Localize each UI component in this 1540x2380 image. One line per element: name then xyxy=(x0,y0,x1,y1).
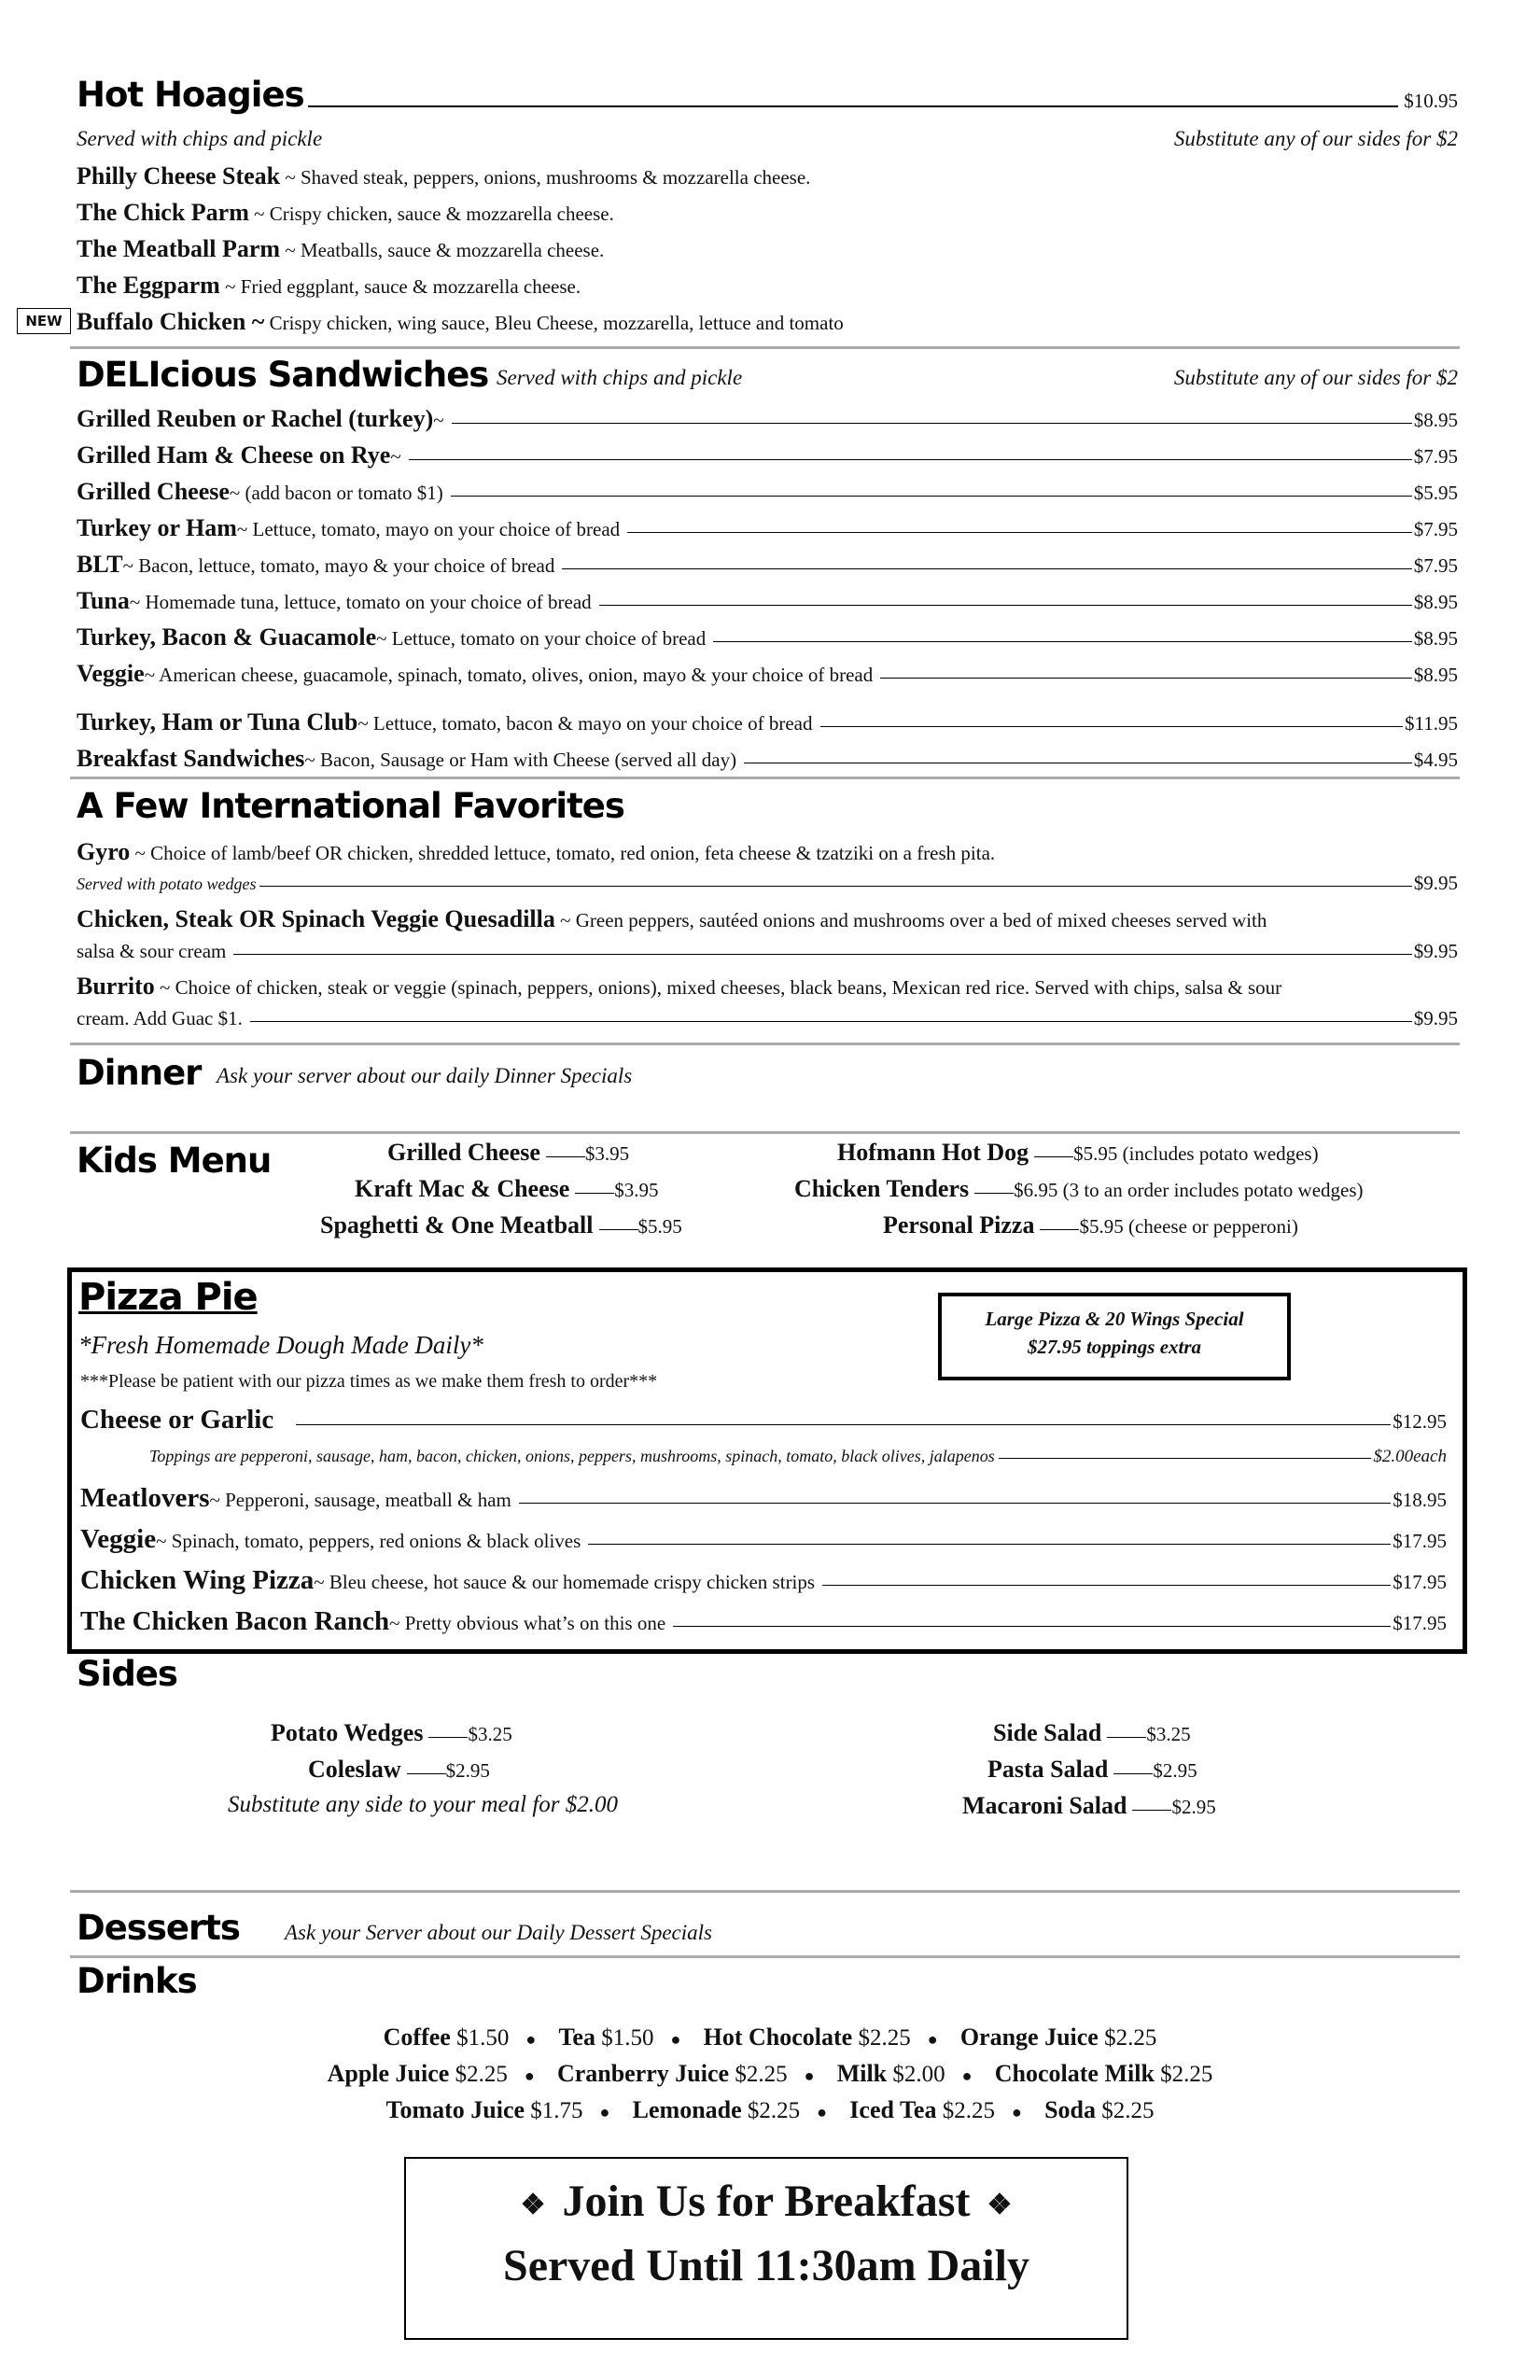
hoagie-item xyxy=(77,308,844,336)
kids-item-price: $5.95 xyxy=(637,1215,682,1238)
sandwich-desc: ~ Lettuce, tomato, bacon & mayo on your choice of bread xyxy=(357,712,813,735)
hoagies-price: $10.95 xyxy=(1404,90,1458,112)
pizza-tagline: *Fresh Homemade Dough Made Daily* xyxy=(78,1331,483,1359)
sandwich-name: Grilled Cheese xyxy=(77,478,230,505)
toppings-price: $2.00each xyxy=(1373,1447,1447,1466)
leader-line xyxy=(673,1625,1391,1627)
sandwich-desc: ~ Lettuce, tomato, mayo on your choice of bread xyxy=(236,518,621,540)
side-price: $3.25 xyxy=(468,1723,512,1745)
pizza-desc: ~ Pepperoni, sausage, meatball & ham xyxy=(209,1489,511,1511)
leader-line xyxy=(451,495,1412,497)
special-line-1: Large Pizza & 20 Wings Special xyxy=(985,1308,1244,1330)
bullet: ● xyxy=(599,2103,610,2121)
pizza-title: Pizza Pie xyxy=(78,1276,258,1319)
hoagie-name: The Chick Parm xyxy=(77,199,249,226)
hoagie-item xyxy=(77,162,810,190)
kids-item xyxy=(883,1211,1298,1239)
drink-price: $1.50 xyxy=(456,2025,510,2051)
drink-price: $2.25 xyxy=(1104,2025,1157,2051)
side-price: $2.95 xyxy=(1153,1759,1197,1782)
bullet: ● xyxy=(961,2066,973,2085)
kids-item xyxy=(794,1175,1364,1203)
sandwich-name: Veggie xyxy=(77,660,145,687)
sandwiches-note-right: Substitute any of our sides for $2 xyxy=(1173,366,1458,389)
drink-price: $2.25 xyxy=(1101,2098,1155,2123)
drink-name: Orange Juice xyxy=(959,2023,1099,2051)
sandwich-price: $7.95 xyxy=(1413,554,1458,577)
quesadilla-name: Chicken, Steak OR Spinach Veggie Quesadilla xyxy=(77,905,555,932)
quesadilla-price: $9.95 xyxy=(1413,940,1458,962)
drink-name: Lemonade xyxy=(632,2096,742,2123)
kids-item-name: Spaghetti & One Meatball xyxy=(320,1211,594,1239)
sandwich-name: Grilled Ham & Cheese on Rye xyxy=(77,441,391,469)
gyro-price-row xyxy=(77,872,1458,895)
quesadilla-line xyxy=(77,905,1267,933)
quesadilla-line2: salsa & sour cream xyxy=(77,940,227,962)
side-price: $2.95 xyxy=(445,1759,490,1782)
hoagie-desc: Crispy chicken, wing sauce, Bleu Cheese, mozzarella, lettuce and tomato xyxy=(264,312,844,334)
leader-line xyxy=(880,677,1412,679)
hoagie-item xyxy=(77,272,581,300)
side-name: Pasta Salad xyxy=(987,1756,1109,1783)
hoagies-title-leader xyxy=(308,105,1398,107)
side-item xyxy=(987,1756,1197,1784)
pizza-desc: ~ Bleu cheese, hot sauce & our homemade crispy chicken strips xyxy=(314,1571,816,1593)
drink-price: $2.25 xyxy=(858,2025,911,2051)
leader-line xyxy=(820,725,1404,727)
leader-line xyxy=(588,1543,1391,1545)
sandwich-row xyxy=(77,514,1458,542)
drink-name: Hot Chocolate xyxy=(703,2023,853,2051)
sandwich-name: Turkey, Ham or Tuna Club xyxy=(77,708,358,735)
special-line-2: $27.95 toppings extra xyxy=(1027,1336,1202,1358)
bullet: ● xyxy=(525,2030,537,2049)
pizza-row xyxy=(80,1565,1447,1596)
toppings-row xyxy=(149,1447,1447,1467)
sandwich-price: $8.95 xyxy=(1413,664,1458,686)
kids-item-name: Grilled Cheese xyxy=(387,1139,540,1166)
sandwich-price: $8.95 xyxy=(1413,409,1458,431)
side-name: Side Salad xyxy=(993,1719,1102,1746)
divider xyxy=(70,1890,1460,1893)
desserts-note: Ask your Server about our Daily Dessert Specials xyxy=(285,1921,713,1944)
dinner-note: Ask your server about our daily Dinner Specials xyxy=(217,1064,633,1087)
drink-name: Coffee xyxy=(383,2023,451,2051)
hoagie-desc: ~ Fried eggplant, sauce & mozzarella cheese. xyxy=(219,275,581,298)
sandwich-row xyxy=(77,551,1458,579)
side-price: $3.25 xyxy=(1146,1723,1191,1745)
side-price: $2.95 xyxy=(1171,1796,1216,1818)
leader-line xyxy=(974,1192,1014,1194)
drink-price: $2.25 xyxy=(747,2098,801,2123)
drink-price: $2.25 xyxy=(1160,2062,1213,2087)
leader-line xyxy=(519,1502,1391,1504)
kids-item-price: $5.95 (includes potato wedges) xyxy=(1073,1142,1319,1165)
leader-line xyxy=(822,1584,1391,1586)
sandwich-row xyxy=(77,441,1458,469)
hoagie-name: Philly Cheese Steak xyxy=(77,162,281,189)
hoagies-title: Hot Hoagies xyxy=(77,75,304,115)
leader-line xyxy=(1040,1228,1079,1230)
hoagie-name: Buffalo Chicken ~ xyxy=(77,308,265,335)
gyro-name: Gyro xyxy=(77,838,131,865)
leader-line xyxy=(627,531,1412,533)
sandwich-row xyxy=(77,708,1458,736)
sandwich-desc: ~ (add bacon or tomato $1) xyxy=(229,482,443,504)
breakfast-line-2: Served Until 11:30am Daily xyxy=(503,2241,1029,2290)
breakfast-line-1 xyxy=(406,2176,1127,2227)
divider xyxy=(70,777,1460,779)
drink-name: Cranberry Juice xyxy=(556,2060,730,2087)
hoagies-note-left: Served with chips and pickle xyxy=(77,127,323,150)
sandwich-desc: ~ xyxy=(390,445,401,468)
sandwich-name: Breakfast Sandwiches xyxy=(77,745,305,772)
kids-title: Kids Menu xyxy=(77,1141,272,1181)
leader-line xyxy=(1132,1809,1171,1811)
leader-line xyxy=(999,1457,1372,1459)
leader-line xyxy=(1034,1155,1073,1157)
side-item xyxy=(308,1756,490,1784)
kids-item-price: $6.95 (3 to an order includes potato wedges) xyxy=(1014,1179,1364,1201)
pizza-name: Chicken Wing Pizza xyxy=(80,1565,315,1595)
hoagie-item xyxy=(77,199,614,227)
pizza-desc: ~ Pretty obvious what’s on this one xyxy=(389,1612,666,1634)
drink-name: Tomato Juice xyxy=(385,2096,525,2123)
pizza-name: The Chicken Bacon Ranch xyxy=(80,1606,390,1636)
desserts-title: Desserts xyxy=(77,1908,240,1948)
gyro-desc: ~ Choice of lamb/beef OR chicken, shredded lettuce, tomato, red onion, feta cheese & tzatziki on a fresh pita. xyxy=(130,842,996,864)
drink-price: $2.25 xyxy=(735,2062,788,2087)
side-item xyxy=(962,1792,1216,1820)
toppings-list: Toppings are pepperoni, sausage, ham, bacon, chicken, onions, peppers, mushrooms, spinach, tomato, black olives, jalapenos xyxy=(149,1447,995,1465)
leader-line xyxy=(409,458,1412,460)
bullet: ● xyxy=(1011,2103,1022,2121)
sandwich-row xyxy=(77,405,1458,433)
pizza-name: Veggie xyxy=(80,1524,157,1554)
kids-item-name: Kraft Mac & Cheese xyxy=(355,1175,570,1202)
leader-line xyxy=(428,1736,468,1738)
sandwich-name: Turkey, Bacon & Guacamole xyxy=(77,623,377,651)
drink-price: $2.00 xyxy=(892,2062,945,2087)
quesadilla-desc: ~ Green peppers, sautéed onions and mushrooms over a bed of mixed cheeses served with xyxy=(554,909,1267,931)
pizza-price: $17.95 xyxy=(1393,1612,1447,1634)
pizza-special-box xyxy=(938,1293,1291,1380)
leader-line xyxy=(407,1772,446,1774)
leader-line xyxy=(259,885,1411,887)
bullet: ● xyxy=(524,2066,535,2085)
sandwich-desc: ~ Lettuce, tomato on your choice of bread xyxy=(376,627,707,650)
pizza-price: $17.95 xyxy=(1393,1571,1447,1593)
drink-price: $1.50 xyxy=(601,2025,654,2051)
new-badge: NEW xyxy=(17,308,71,334)
kids-item xyxy=(387,1139,629,1167)
leader-line xyxy=(575,1192,614,1194)
divider xyxy=(70,1131,1460,1134)
hoagie-item xyxy=(77,235,604,263)
drink-name: Tea xyxy=(558,2023,595,2051)
sandwich-price: $11.95 xyxy=(1405,712,1458,735)
leader-line xyxy=(713,640,1412,642)
bullet: ● xyxy=(817,2103,828,2121)
side-item xyxy=(993,1719,1191,1747)
side-name: Potato Wedges xyxy=(271,1719,424,1746)
leader-line xyxy=(562,567,1411,569)
kids-item xyxy=(355,1175,659,1203)
dinner-title: Dinner xyxy=(77,1053,202,1093)
sandwich-price: $7.95 xyxy=(1413,518,1458,540)
sides-note: Substitute any side to your meal for $2.00 xyxy=(228,1792,619,1817)
burrito-line2: cream. Add Guac $1. xyxy=(77,1007,243,1029)
quesadilla-price-row xyxy=(77,940,1458,963)
drinks-line xyxy=(0,2060,1540,2088)
sandwich-desc: ~ Bacon, lettuce, tomato, mayo & your choice of bread xyxy=(122,554,555,577)
burrito-line xyxy=(77,973,1281,1001)
hoagie-name: The Eggparm xyxy=(77,272,220,299)
sandwich-price: $7.95 xyxy=(1413,445,1458,468)
bullet: ● xyxy=(670,2030,681,2049)
burrito-price-row xyxy=(77,1007,1458,1030)
leader-line xyxy=(233,953,1411,955)
leader-line xyxy=(250,1020,1412,1022)
kids-item-name: Hofmann Hot Dog xyxy=(837,1139,1029,1166)
leader-line xyxy=(599,1228,638,1230)
sandwich-row xyxy=(77,660,1458,688)
leader-line xyxy=(1107,1736,1146,1738)
pizza-row xyxy=(80,1606,1447,1637)
sandwich-name: BLT xyxy=(77,551,123,578)
sandwiches-title: DELIcious Sandwiches xyxy=(77,355,489,395)
pizza-price: $12.95 xyxy=(1393,1410,1447,1433)
sandwich-row xyxy=(77,623,1458,651)
kids-item-name: Chicken Tenders xyxy=(794,1175,970,1202)
leader-line xyxy=(1113,1772,1153,1774)
sandwich-desc: ~ Bacon, Sausage or Ham with Cheese (served all day) xyxy=(304,749,737,771)
breakfast-heading: Join Us for Breakfast xyxy=(562,2177,971,2226)
sandwich-row xyxy=(77,745,1458,773)
pizza-patience-note: ***Please be patient with our pizza times as we make them fresh to order*** xyxy=(80,1371,658,1392)
drinks-line xyxy=(0,2023,1540,2051)
sandwiches-note-left: Served with chips and pickle xyxy=(497,366,743,389)
sandwich-price: $8.95 xyxy=(1413,627,1458,650)
side-item xyxy=(271,1719,512,1747)
sandwich-desc: ~ Homemade tuna, lettuce, tomato on your choice of bread xyxy=(129,591,592,613)
sandwich-row xyxy=(77,587,1458,615)
hoagie-desc: ~ Shaved steak, peppers, onions, mushrooms & mozzarella cheese. xyxy=(280,166,811,189)
divider xyxy=(70,346,1460,349)
burrito-name: Burrito xyxy=(77,973,155,1000)
leader-line xyxy=(296,1423,1391,1425)
sandwich-desc: ~ xyxy=(433,409,444,431)
drink-name: Milk xyxy=(836,2060,888,2087)
divider xyxy=(70,1955,1460,1958)
drinks-line xyxy=(0,2096,1540,2124)
drink-name: Chocolate Milk xyxy=(994,2060,1155,2087)
sandwich-name: Tuna xyxy=(77,587,130,614)
burrito-price: $9.95 xyxy=(1413,1007,1458,1029)
kids-item xyxy=(320,1211,682,1239)
pizza-price: $17.95 xyxy=(1393,1530,1447,1552)
kids-item-price: $5.95 (cheese or pepperoni) xyxy=(1079,1215,1298,1238)
leader-line xyxy=(546,1155,585,1157)
leader-line xyxy=(452,422,1412,424)
international-title: A Few International Favorites xyxy=(77,786,624,826)
breakfast-box xyxy=(404,2157,1128,2340)
hoagie-desc: ~ Crispy chicken, sauce & mozzarella cheese. xyxy=(248,203,614,225)
leader-line xyxy=(599,604,1412,606)
kids-item xyxy=(837,1139,1319,1167)
diamond-icon: ❖ xyxy=(520,2190,546,2221)
drink-price: $1.75 xyxy=(530,2098,583,2123)
sandwich-price: $8.95 xyxy=(1413,591,1458,613)
pizza-row xyxy=(80,1524,1447,1555)
drink-name: Apple Juice xyxy=(327,2060,450,2087)
drink-name: Iced Tea xyxy=(849,2096,937,2123)
pizza-row xyxy=(80,1483,1447,1514)
sides-title: Sides xyxy=(77,1654,177,1694)
sandwich-row xyxy=(77,478,1458,506)
sandwich-desc: ~ American cheese, guacamole, spinach, tomato, olives, onion, mayo & your choice of bread xyxy=(144,664,874,686)
diamond-icon: ❖ xyxy=(987,2190,1013,2221)
sandwich-price: $5.95 xyxy=(1413,482,1458,504)
bullet: ● xyxy=(804,2066,815,2085)
burrito-desc: ~ Choice of chicken, steak or veggie (spinach, peppers, onions), mixed cheeses, black beans, Mexican red rice. Served with chips, salsa & sour xyxy=(154,976,1282,999)
sandwich-name: Grilled Reuben or Rachel (turkey) xyxy=(77,405,434,432)
pizza-name: Cheese or Garlic xyxy=(80,1405,274,1435)
pizza-desc: ~ Spinach, tomato, peppers, red onions & black olives xyxy=(156,1530,581,1552)
gyro-line xyxy=(77,838,995,866)
leader-line xyxy=(744,762,1412,763)
pizza-row xyxy=(80,1405,1447,1435)
drink-name: Soda xyxy=(1044,2096,1097,2123)
side-name: Coleslaw xyxy=(308,1756,401,1783)
side-name: Macaroni Salad xyxy=(962,1792,1127,1819)
divider xyxy=(70,1043,1460,1045)
gyro-price: $9.95 xyxy=(1413,872,1458,894)
drinks-title: Drinks xyxy=(77,1961,197,2001)
gyro-note: Served with potato wedges xyxy=(77,875,257,893)
pizza-price: $18.95 xyxy=(1393,1489,1447,1511)
pizza-name: Meatlovers xyxy=(80,1483,210,1513)
sandwich-name: Turkey or Ham xyxy=(77,514,237,541)
kids-item-price: $3.95 xyxy=(614,1179,659,1201)
kids-item-price: $3.95 xyxy=(584,1142,630,1165)
hoagies-note-right: Substitute any of our sides for $2 xyxy=(1173,127,1458,150)
hoagie-desc: ~ Meatballs, sauce & mozzarella cheese. xyxy=(280,239,605,261)
drink-price: $2.25 xyxy=(942,2098,995,2123)
kids-item-name: Personal Pizza xyxy=(883,1211,1035,1239)
hoagie-name: The Meatball Parm xyxy=(77,235,281,262)
drink-price: $2.25 xyxy=(455,2062,508,2087)
sandwich-price: $4.95 xyxy=(1413,749,1458,771)
bullet: ● xyxy=(927,2030,938,2049)
